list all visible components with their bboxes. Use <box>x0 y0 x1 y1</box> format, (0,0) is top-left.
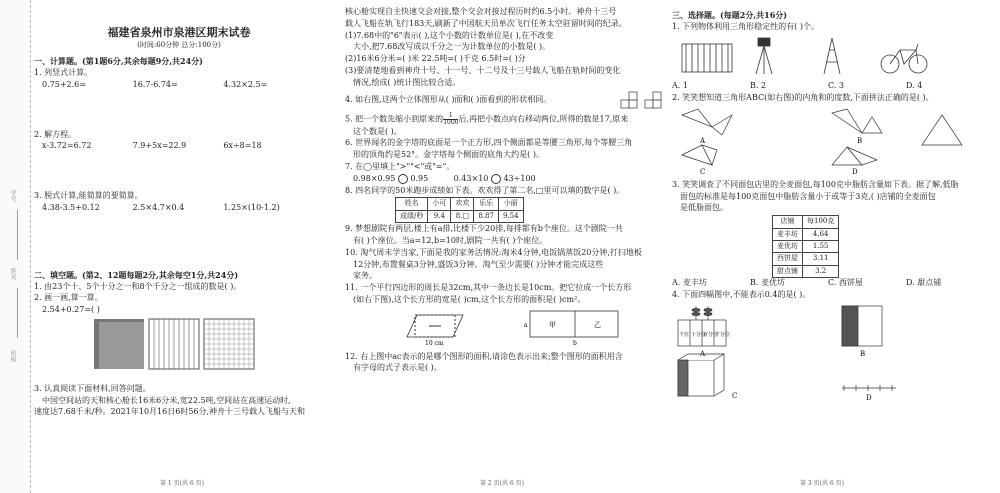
compare-circle[interactable] <box>398 174 408 184</box>
page-footer-2: 第 2 页(共 6 页) <box>480 480 524 487</box>
column-2: 核心舱实现自主快速交会对接,整个交会对接过程历时约6.5小时。神舟十三号 载人飞船在轨飞行183天,刷新了中国航天员单次飞行任务太空驻留时间的纪录。 (1)7.68中的"6"表示( ),这个小数的计数单位是( ),在不改变 大小,把7.68改写成以千分之一为计数单位的小数是( )。 (2)16米6分米=( )米 22.5吨=( )千克 6.5时=( )分 (3)要清楚地看到神舟十号、十一号、十二号及十三号载人飞船在轨时间的变化 情况,绘成( )统计图比较合适。 4. 如右图,这两个立体图形从( )面和( )面看到的形状相同。 5. 把一个数先缩小到原来的 $\frac{1}{1000}$ 后,再把小数点向右移动两位,所得的数是17,原来 这个数是( )。 6. 世界闻名的金字塔的底面是一个正方形,四个侧面都是等腰三角形,每个等腰三角 形的顶角约是52°。金字塔每个侧面的底角大约是( )。 7. 在◯里填上">""<"或"="。 0.98×0.95 0.95 0.43×10 43÷100 8. 四名同学的50米跑步成绩如下表。欢欢得了第二名,□里可以填的数字是( )。 姓名 小可 欢欢 乐乐 小丽 成绩/秒 9.4 8.□ 8.87 9.54 9. 梦想剧院有两层,楼上有a排,比楼下少20排,每排都有b个座位。这个剧院一共 有( )个座位。当a=12,b=10时,剧院一共有( )个座位。 10. 淘气周末学当家,下面是我的家务活情况:淘米4分钟,电饭锅蒸饭20分钟,打扫地板 12分钟,布置餐桌3分钟,盛饭3分钟。淘气至少需要( )分钟才能完成这些 家务。 11. 一个平行四边形的周长是32cm,其中一条边长是10cm。把它拉成一个长方形 (如右下图),这个长方形的宽是( )cm,这个长方形的面积是( )cm²。 10 cm a 甲 乙 b 12. 右上图中ac表示的是哪个图形的面积,请涂色表示出来;整个图形的面积用含 有字母的式子表示是( )。 <box>345 6 665 476</box>
q1-2: 2. 解方程。 <box>34 129 77 139</box>
section-3-head: 三、选择题。(每题2分,共16分) <box>672 10 788 20</box>
tripod-icon <box>756 38 772 74</box>
q1-3-items: 4.38-3.5+0.12 2.5×4.7×0.4 1.25×(10-1.2) <box>42 203 280 213</box>
q2-8: 8. 四名同学的50米跑步成绩如下表。欢欢得了第二名,□里可以填的数字是( )。 <box>345 185 625 195</box>
q2-10: 10. 淘气周末学当家,下面是我的家务活情况:淘米4分钟,电饭锅蒸饭20分钟,打扫地板 <box>345 247 642 257</box>
triangle-abc <box>922 115 962 145</box>
svg-text:乙: 乙 <box>594 320 601 329</box>
section-2-head: 二、填空题。(第2、12题每题2分,其余每空1分,共24分) <box>34 269 239 280</box>
svg-text:B: B <box>857 136 863 145</box>
svg-text:A: A <box>700 136 706 145</box>
q2-12: 12. 右上图中ac表示的是哪个图形的面积,请涂色表示出来;整个图形的面积用含 <box>345 351 623 361</box>
bicycle-icon <box>881 44 927 73</box>
running-table: 姓名 小可 欢欢 乐乐 小丽 成绩/秒 9.4 8.□ 8.87 9.54 <box>395 197 524 223</box>
binding-margin <box>0 0 31 493</box>
binding-field-id: 学号 <box>9 190 17 202</box>
svg-text:b: b <box>573 339 577 347</box>
q1-3: 3. 脱式计算,能简算的要简算。 <box>34 191 143 201</box>
svg-text:A: A <box>700 349 706 358</box>
q2-11: 11. 一个平行四边形的周长是32cm,其中一条边长是10cm。把它拉成一个长方形 <box>345 283 632 293</box>
svg-text:十分位: 十分位 <box>691 331 707 338</box>
page-footer-3: 第 3 页(共 6 页) <box>800 480 844 487</box>
page-title: 福建省泉州市泉港区期末试卷 <box>107 26 251 39</box>
q2-1: 1. 由23个十、5个十分之一和8个千分之一组成的数是( )。 <box>34 281 242 291</box>
q2-2: 2. 画一画,算一算。 <box>34 293 103 303</box>
decimal-options-figure <box>672 302 992 402</box>
svg-text:B: B <box>860 349 866 358</box>
cubes-figure <box>619 90 665 112</box>
q2-7-items: 0.98×0.95 0.95 0.43×10 43÷100 <box>353 173 536 183</box>
q2-3-text-1: 中国空间站的天和核心舱长16米6分米,宽22.5吨,空间站在高速运动时, <box>42 395 291 405</box>
svg-text:a: a <box>524 321 528 329</box>
q2-6: 6. 世界闻名的金字塔的底面是一个正方形,四个侧面都是等腰三角形,每个等腰三角 <box>345 138 633 148</box>
decimal-grid-figure <box>34 317 324 379</box>
triangle-options-figure <box>672 105 992 175</box>
q11-label: 10 cm <box>425 339 444 347</box>
exam-subtitle: (时间:60分钟 总分:100分) <box>137 40 221 49</box>
q3-3: 3. 笑笑调查了不同面包店里的全麦面包,每100克中脂肪含量如下表。据了解,低脂 <box>672 179 959 189</box>
q1-2-items: x-3.72=6.72 7.9+5x=22.9 6x÷8=18 <box>42 141 262 151</box>
binding-field-name: 姓名 <box>9 268 17 280</box>
q2-3-text-2: 速度达7.68千米/秒。2021年10月16日6时56分,神舟十三号载人飞船与天和 <box>34 407 306 417</box>
svg-text:个位: 个位 <box>679 331 690 338</box>
objects-figure <box>672 34 992 78</box>
q1-1-items: 0.75+2.6= 16.7-6.74= 4.32×2.5= <box>42 79 268 89</box>
svg-text:千分位: 千分位 <box>715 331 731 338</box>
column-1 <box>34 6 324 476</box>
svg-text:甲: 甲 <box>549 320 556 329</box>
svg-text:C: C <box>700 167 706 175</box>
bakery-table: 店铺 每100克 麦丰坊 4.64 麦优坊 1.55 西饼屋 3.11 甜点铺 3.2 <box>772 215 839 278</box>
column-3: 三、选择题。(每题2分,共16分) 1. 下列物体利用三角形稳定性的有( )个。 A. 1 B. 2 C. 3 D. 4 2. 笑笑想知道三角形ABC(如右图)的内角和的度数,下面拼法正确的是( )。 A B C D 3. 笑笑调查了不同面包店里的全麦面包,每100克中脂肪含量如下表。据了解,低脂 面包的标准是每100克面包中脂肪含量小于或等于3克,( )店铺的全麦面包 是低脂面包。 店铺 每100克 麦丰坊 4.64 麦优坊 1.55 西饼屋 3.11 甜点铺 3.2 A. 麦丰坊 B. 麦优坊 C. 西饼屋 D. 甜点铺 4. 下面四幅图中,不能表示0.4的是( )。 个位 十分位 百分位 千分位 A B C D <box>672 6 994 476</box>
q1-1: 1. 列竖式计算。 <box>34 68 93 78</box>
q2-7: 7. 在◯里填上">""<"或"="。 <box>345 161 455 171</box>
tower-icon <box>824 38 840 74</box>
q2-4: 4. 如右图,这两个立体图形从( )面和( )面看到的形状相同。 <box>345 95 552 105</box>
gate-icon <box>682 44 732 72</box>
q3-3-options: A. 麦丰坊 B. 麦优坊 C. 西饼屋 D. 甜点铺 <box>672 278 942 288</box>
q2-3: 3. 认真阅读下面材料,回答问题。 <box>34 383 151 393</box>
svg-text:D: D <box>866 393 872 402</box>
compare-circle[interactable] <box>491 174 501 184</box>
binding-field-class: 班级 <box>9 350 17 362</box>
svg-text:百分位: 百分位 <box>703 331 719 338</box>
q3-2: 2. 笑笑想知道三角形ABC(如右图)的内角和的度数,下面拼法正确的是( )。 <box>672 93 934 103</box>
svg-text:C: C <box>732 391 738 400</box>
q3-4: 4. 下面四幅图中,不能表示0.4的是( )。 <box>672 290 811 300</box>
section-1-head: 一、计算题。(第1题6分,其余每题9分,共24分) <box>34 56 203 67</box>
q11-q12-figures <box>345 307 665 347</box>
svg-text:D: D <box>852 167 858 175</box>
q2-2-equation: 2.54+0.27=( ) <box>42 305 100 315</box>
q2-9: 9. 梦想剧院有两层,楼上有a排,比楼下少20排,每排都有b个座位。这个剧院一共 <box>345 224 623 234</box>
page-footer-1: 第 1 页(共 6 页) <box>160 480 204 487</box>
rect-figure <box>530 311 618 337</box>
q3-1: 1. 下列物体利用三角形稳定性的有( )个。 <box>672 21 819 31</box>
q3-1-options: A. 1 B. 2 C. 3 D. 4 <box>672 81 923 91</box>
q2-5: 5. 把一个数先缩小到原来的 $\frac{1}{1000}$ 后,再把小数点向右移动两位,所得的数是17,原来 <box>345 111 629 126</box>
